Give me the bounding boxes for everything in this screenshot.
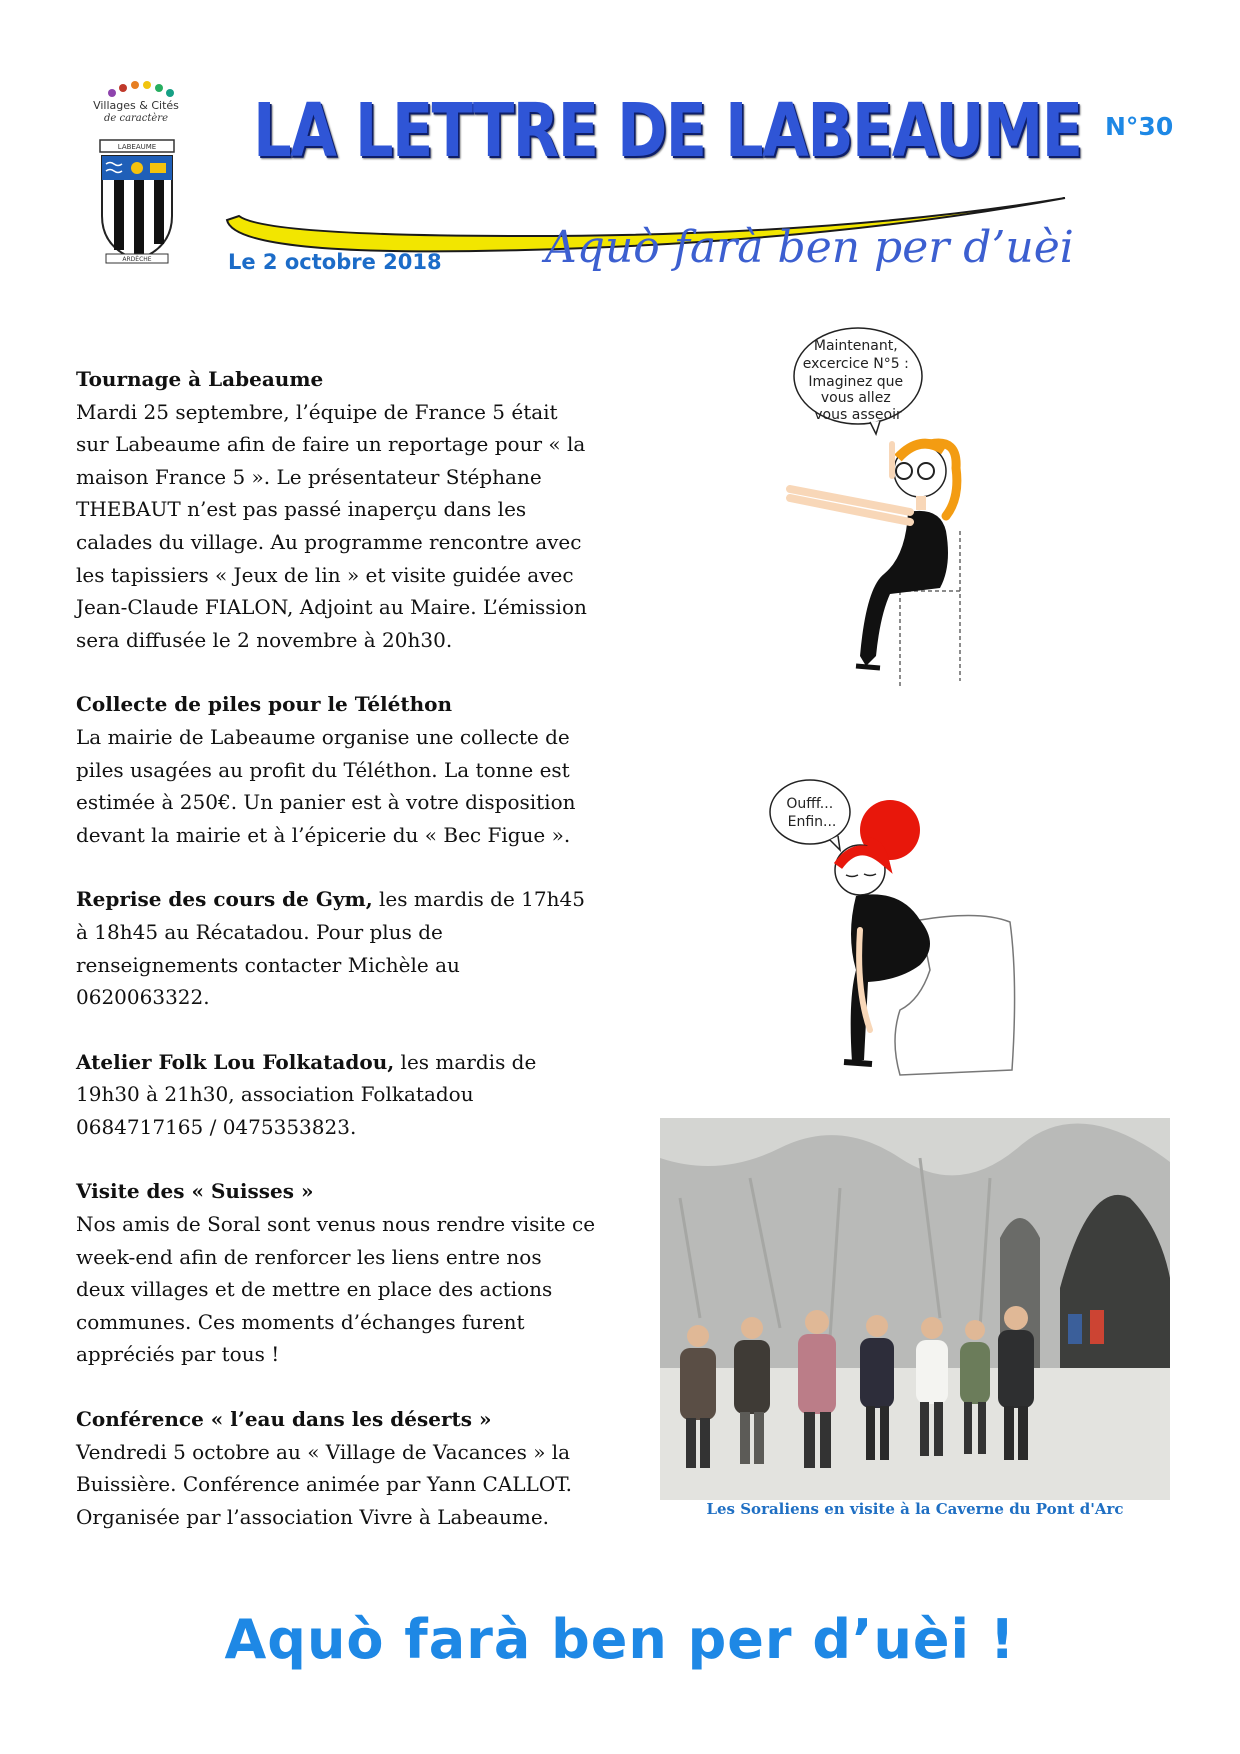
svg-text:ARDÈCHE: ARDÈCHE (122, 256, 152, 263)
labeaume-crest-icon (92, 136, 182, 266)
bubble1-line: Maintenant, (813, 338, 898, 354)
header-motto: Aquò farà ben per d’uèi (545, 222, 1074, 273)
svg-text:Maintenant, excercice N°5 (803, 338, 914, 423)
bubble1-line: vous allez (820, 390, 891, 406)
svg-text:LABEAUME: LABEAUME (117, 143, 157, 151)
article-conference (76, 1403, 596, 1533)
masthead (225, 78, 1082, 208)
article-telethon (76, 688, 596, 851)
article-title: Conférence « l’eau dans les déserts » (76, 1407, 492, 1432)
bubble2-line: Enfin... (787, 814, 837, 830)
bubble1-line: Imaginez que (808, 374, 904, 390)
logo-sublabel: de caractère (103, 113, 169, 124)
logo-label: Villages & Cités (93, 99, 179, 112)
article-body: Vendredi 5 octobre au « Village de Vacances » la Buissière. Conférence animée par Yann CALLOT. Organisée par l’association Vivre à Labeaume. (76, 1439, 572, 1529)
article-title: Tournage à Labeaume (76, 367, 324, 391)
photo-caption: Les Soraliens en visite à la Caverne du Pont d'Arc (706, 1500, 1124, 1518)
bubble1-line: vous asseoir (814, 407, 902, 423)
logo-dots-icon (106, 80, 176, 98)
article-body: Mardi 25 septembre, l’équipe de France 5 était sur Labeaume afin de faire un reportage pour « la maison France 5 ». Le présentateur Stéphane THEBAUT n’est pas passé inaperçu dans les calades du village. Au programme rencontre avec les tapissiers « Jeux de lin » et visite guidée avec Jean-Claude FIALON, Adjoint au Maire. L’émission sera diffusée le 2 novembre à 20h30. (76, 399, 587, 652)
article-title: Visite des « Suisses » (76, 1179, 314, 1204)
articles-column (76, 363, 596, 1565)
cartoon-exercise-1 (780, 326, 1010, 711)
speech-bubble-2 (770, 780, 850, 844)
newsletter-title: LA LETTRE DE LABEAUME (253, 88, 1082, 174)
article-gym (76, 883, 596, 1013)
bubble1-line: excercice N°5 : (802, 356, 909, 372)
article-tournage (76, 363, 596, 656)
article-title: Collecte de piles pour le Téléthon (76, 692, 453, 717)
bubble2-line: Oufff... (786, 796, 834, 812)
article-folk (76, 1046, 596, 1144)
article-title: Reprise des cours de Gym, (76, 887, 373, 912)
soraliens-group-photo (660, 1118, 1170, 1500)
article-body: les mardis de 17h45 à 18h45 au Récatadou. Pour plus de renseignements contacter Michèle au 0620063322. (76, 887, 585, 1010)
cartoon-exercise-2 (760, 770, 1050, 1090)
issue-date: Le 2 octobre 2018 (228, 250, 442, 274)
article-body: les mardis de 19h30 à 21h30, association Folkatadou 0684717165 / 0475353823. (76, 1049, 537, 1139)
article-title: Atelier Folk Lou Folkatadou, (76, 1049, 395, 1074)
article-body: Nos amis de Soral sont venus nous rendre visite ce week-end afin de renforcer les liens entre nos deux villages et de mettre en place des actions communes. Ces moments d’échanges furent appréciés par tous ! (76, 1212, 596, 1367)
article-body: La mairie de Labeaume organise une collecte de piles usagées au profit du Téléthon. La tonne est estimée à 250€. Un panier est à votre disposition devant la mairie et à l’épicerie du « Bec Figue ». (76, 724, 576, 847)
footer-motto: Aquò farà ben per d’uèi ! (224, 1608, 1016, 1671)
article-suisses (76, 1175, 596, 1371)
villages-cites-logo (88, 80, 184, 276)
issue-number: N°30 (1105, 112, 1174, 141)
